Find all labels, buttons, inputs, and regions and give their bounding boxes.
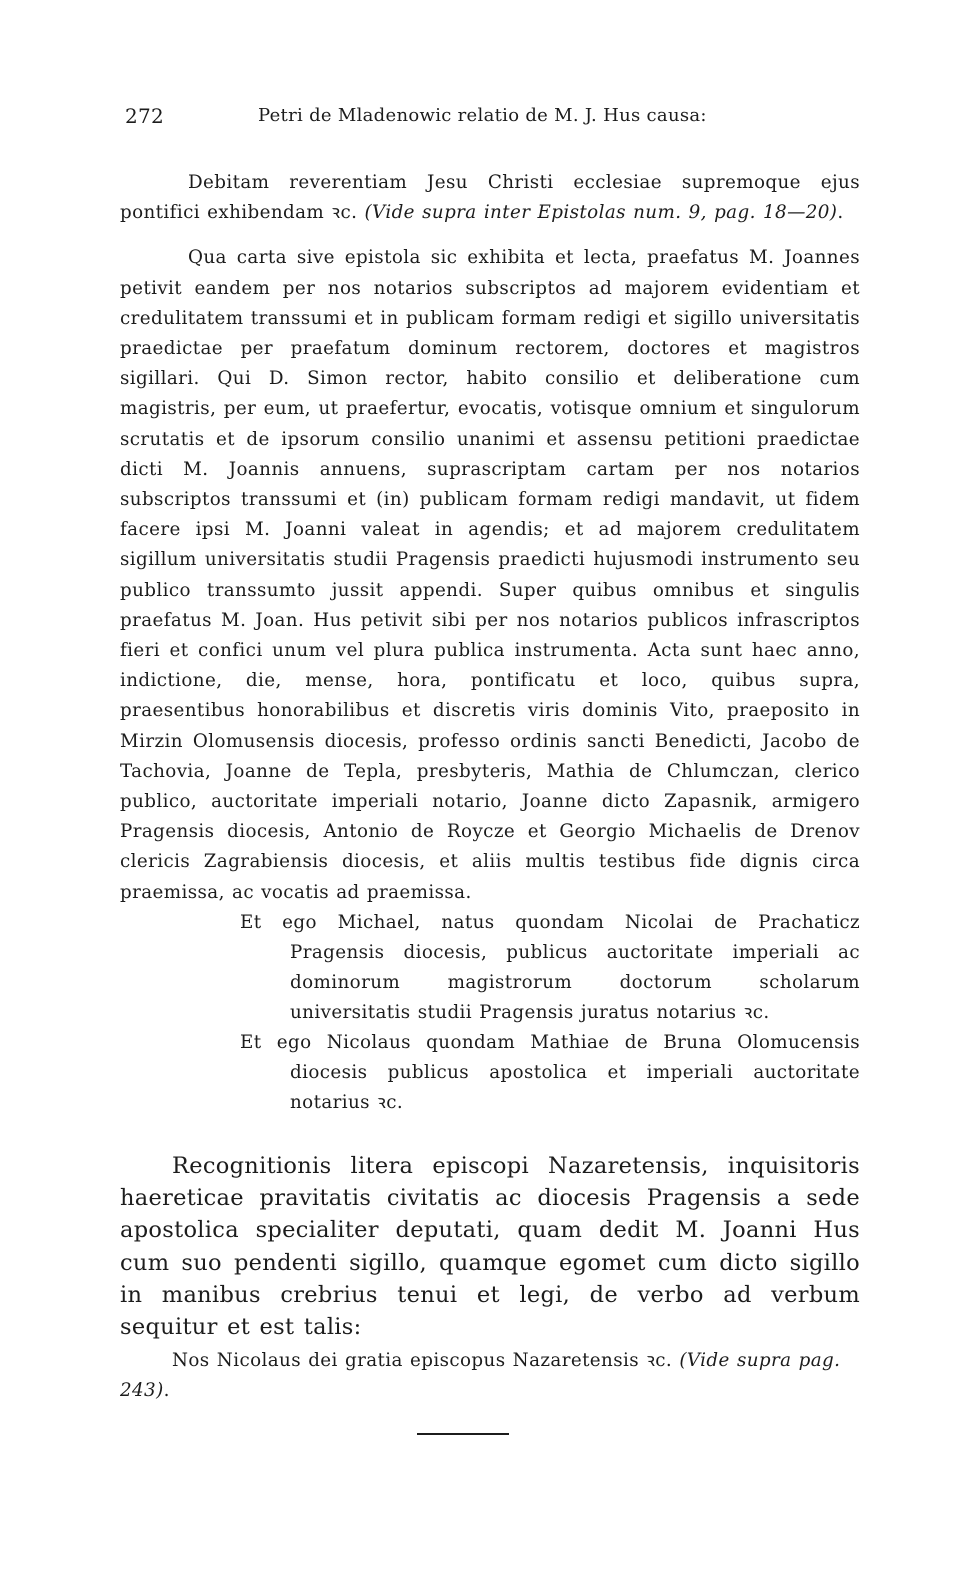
heading-text: Recognitionis litera episcopi Nazaretensis, inquisitoris haereticae pravitatis civitatis ac diocesis Pragensis a sede apostolica specialiter deputati, quam dedit M. Joanni Hus cum suo pendenti sigillo, quamque egomet cum dicto sigillo in manibus crebrius tenui et legi, de verbo ad verbum sequitur et est talis: [120, 1152, 860, 1341]
section-heading-recognitionis [120, 1150, 860, 1344]
cross-reference: (Vide supra inter Epistolas num. 9, pag. 18—20) [364, 202, 838, 224]
paragraph-end: . [837, 202, 844, 224]
running-title: Petri de Mladenowic relatio de M. J. Hus causa: [258, 105, 707, 126]
paragraph-text: Nos Nicolaus dei gratia episcopus Nazaretensis ꝛc. [172, 1349, 680, 1371]
cross-reference: (Vide supra pag. 243) [120, 1349, 841, 1401]
paragraph-text: Debitam reverentiam Jesu Christi ecclesiae supremoque ejus pontifici exhibendam ꝛc. [120, 172, 860, 224]
page-header [120, 100, 860, 140]
notary-signature-nicolaus: Et ego Nicolaus quondam Mathiae de Bruna Olomucensis diocesis publicus apostolica et imperiali auctoritate notarius ꝛc. [240, 1031, 860, 1113]
paragraph-transsumption [120, 243, 860, 907]
section-divider-rule [417, 1433, 509, 1435]
document-page [120, 100, 860, 1406]
notary-signature-michael: Et ego Michael, natus quondam Nicolai de Prachaticz Pragensis diocesis, publicus auctoritate imperiali ac dominorum magistrorum doctorum scholarum universitatis studii Pragensis juratus notarius ꝛc. [240, 911, 860, 1023]
paragraph-end: . [163, 1379, 170, 1401]
page-number: 272 [125, 104, 165, 128]
paragraph-nos-nicolaus [120, 1346, 860, 1406]
paragraph-text: Qua carta sive epistola sic exhibita et lecta, praefatus M. Joannes petivit eandem per nos notarios subscriptos ad majorem evidentiam et credulitatem transsumi et in publicam formam redigi et sigillo universitatis praedictae per praefatum dominum rectorem, doctores et magistros sigillari. Qui D. Simon rector, habito consilio et deliberatione cum magistris, per eum, ut praefertur, evocatis, votisque omnium et singulorum scrutatis et de ipsorum consilio unanimi et assensu petitioni praedictae dicti M. Joannis annuens, suprascriptam cartam per nos notarios subscriptos transsumi et (in) publicam formam redigi mandavit, ut fidem facere ipsi M. Joanni valeat in agendis; et ad majorem credulitatem sigillum universitatis studii Pragensis praedicti hujusmodi instrumento seu publico transsumto jussit appendi. Super quibus omnibus et singulis praefatus M. Joan. Hus petivit sibi per nos notarios publicos infrascriptos fieri et confici unum vel plura publica instrumenta. Acta sunt haec anno, indictione, die, mense, hora, pontificatu et loco, quibus supra, praesentibus honorabilibus et discretis viris dominis Vito, praeposito in Mirzin Olomusensis diocesis, professo ordinis sancti Benedicti, Jacobo de Tachovia, Joanne de Tepla, presbyteris, Mathia de Chlumczan, clerico publico, auctoritate imperiali notario, Joanne dicto Zapasnik, armigero Pragensis diocesis, Antonio de Roycze et Georgio Michaelis de Drenov clericis Zagrabiensis diocesis, et aliis multis testibus fide dignis circa praemissa, ac vocatis ad praemissa. [120, 247, 860, 903]
paragraph-epistola-end [120, 168, 860, 228]
